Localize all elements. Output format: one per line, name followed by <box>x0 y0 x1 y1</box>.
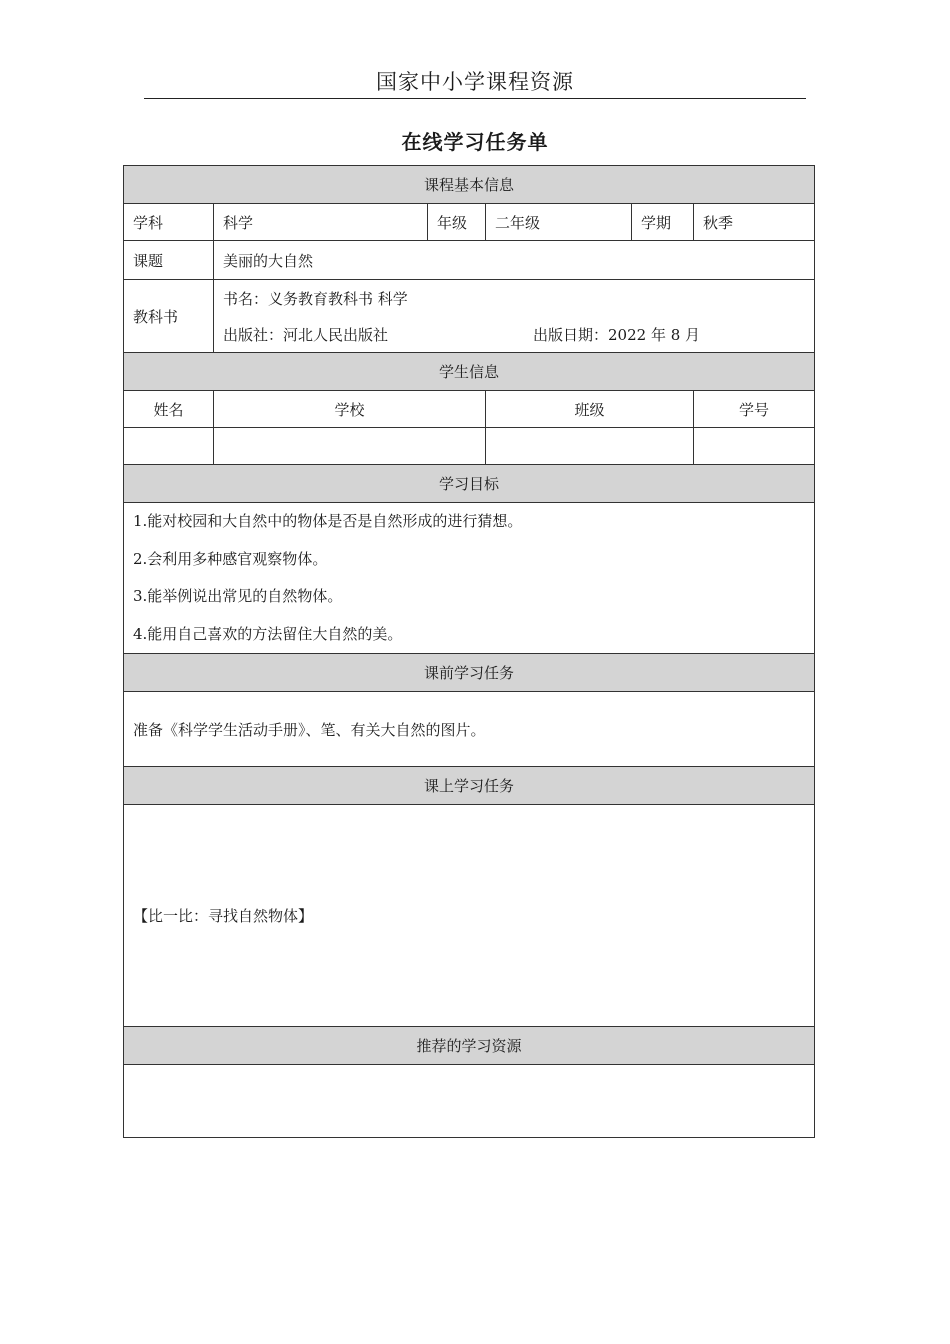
textbook-publish-date: 出版日期：2022 年 8 月 <box>533 325 701 344</box>
student-class-field[interactable] <box>486 428 694 465</box>
student-school-field[interactable] <box>214 428 486 465</box>
section-resources: 推荐的学习资源 <box>124 1027 815 1065</box>
textbook-publisher: 出版社：河北人民出版社 <box>223 325 389 344</box>
textbook-label: 教科书 <box>133 307 179 326</box>
resources-content <box>124 1065 815 1138</box>
in-class-task: 【比一比：寻找自然物体】 <box>124 805 815 1027</box>
goal-item-3: 3.能举例说出常见的自然物体。 <box>133 587 343 605</box>
goal-item-1: 1.能对校园和大自然中的物体是否是自然形成的进行猜想。 <box>133 512 523 530</box>
document-title: 在线学习任务单 <box>401 130 549 154</box>
textbook-details <box>214 280 815 353</box>
pre-class-task: 准备《科学学生活动手册》、笔、有关大自然的图片。 <box>124 692 815 767</box>
header-divider <box>144 98 806 99</box>
textbook-publish-line <box>223 316 805 352</box>
student-id-field[interactable] <box>694 428 815 465</box>
task-sheet-table <box>123 165 815 1138</box>
textbook-name: 书名：义务教育教科书 科学 <box>223 289 408 308</box>
student-name-field[interactable] <box>124 428 214 465</box>
textbook-cell <box>124 280 214 353</box>
grade-value: 二年级 <box>486 204 632 241</box>
source-header: 国家中小学课程资源 <box>376 70 574 94</box>
goal-item-4: 4.能用自己喜欢的方法留住大自然的美。 <box>133 624 403 643</box>
student-id-header: 学号 <box>694 391 815 428</box>
term-label: 学期 <box>632 204 694 241</box>
section-course-info: 课程基本信息 <box>124 166 815 204</box>
grade-label: 年级 <box>428 204 486 241</box>
student-name-header: 姓名 <box>124 391 214 428</box>
section-in-class: 课上学习任务 <box>124 767 815 805</box>
student-school-header: 学校 <box>214 391 486 428</box>
section-pre-class: 课前学习任务 <box>124 654 815 692</box>
subject-label: 学科 <box>124 204 214 241</box>
term-value: 秋季 <box>694 204 815 241</box>
subject-value: 科学 <box>214 204 428 241</box>
student-class-header: 班级 <box>486 391 694 428</box>
topic-value: 美丽的大自然 <box>214 241 815 280</box>
section-goals: 学习目标 <box>124 465 815 503</box>
goal-item-2: 2.会利用多种感官观察物体。 <box>133 549 328 568</box>
section-student-info: 学生信息 <box>124 353 815 391</box>
topic-label: 课题 <box>124 241 214 280</box>
goals-list <box>124 503 815 654</box>
